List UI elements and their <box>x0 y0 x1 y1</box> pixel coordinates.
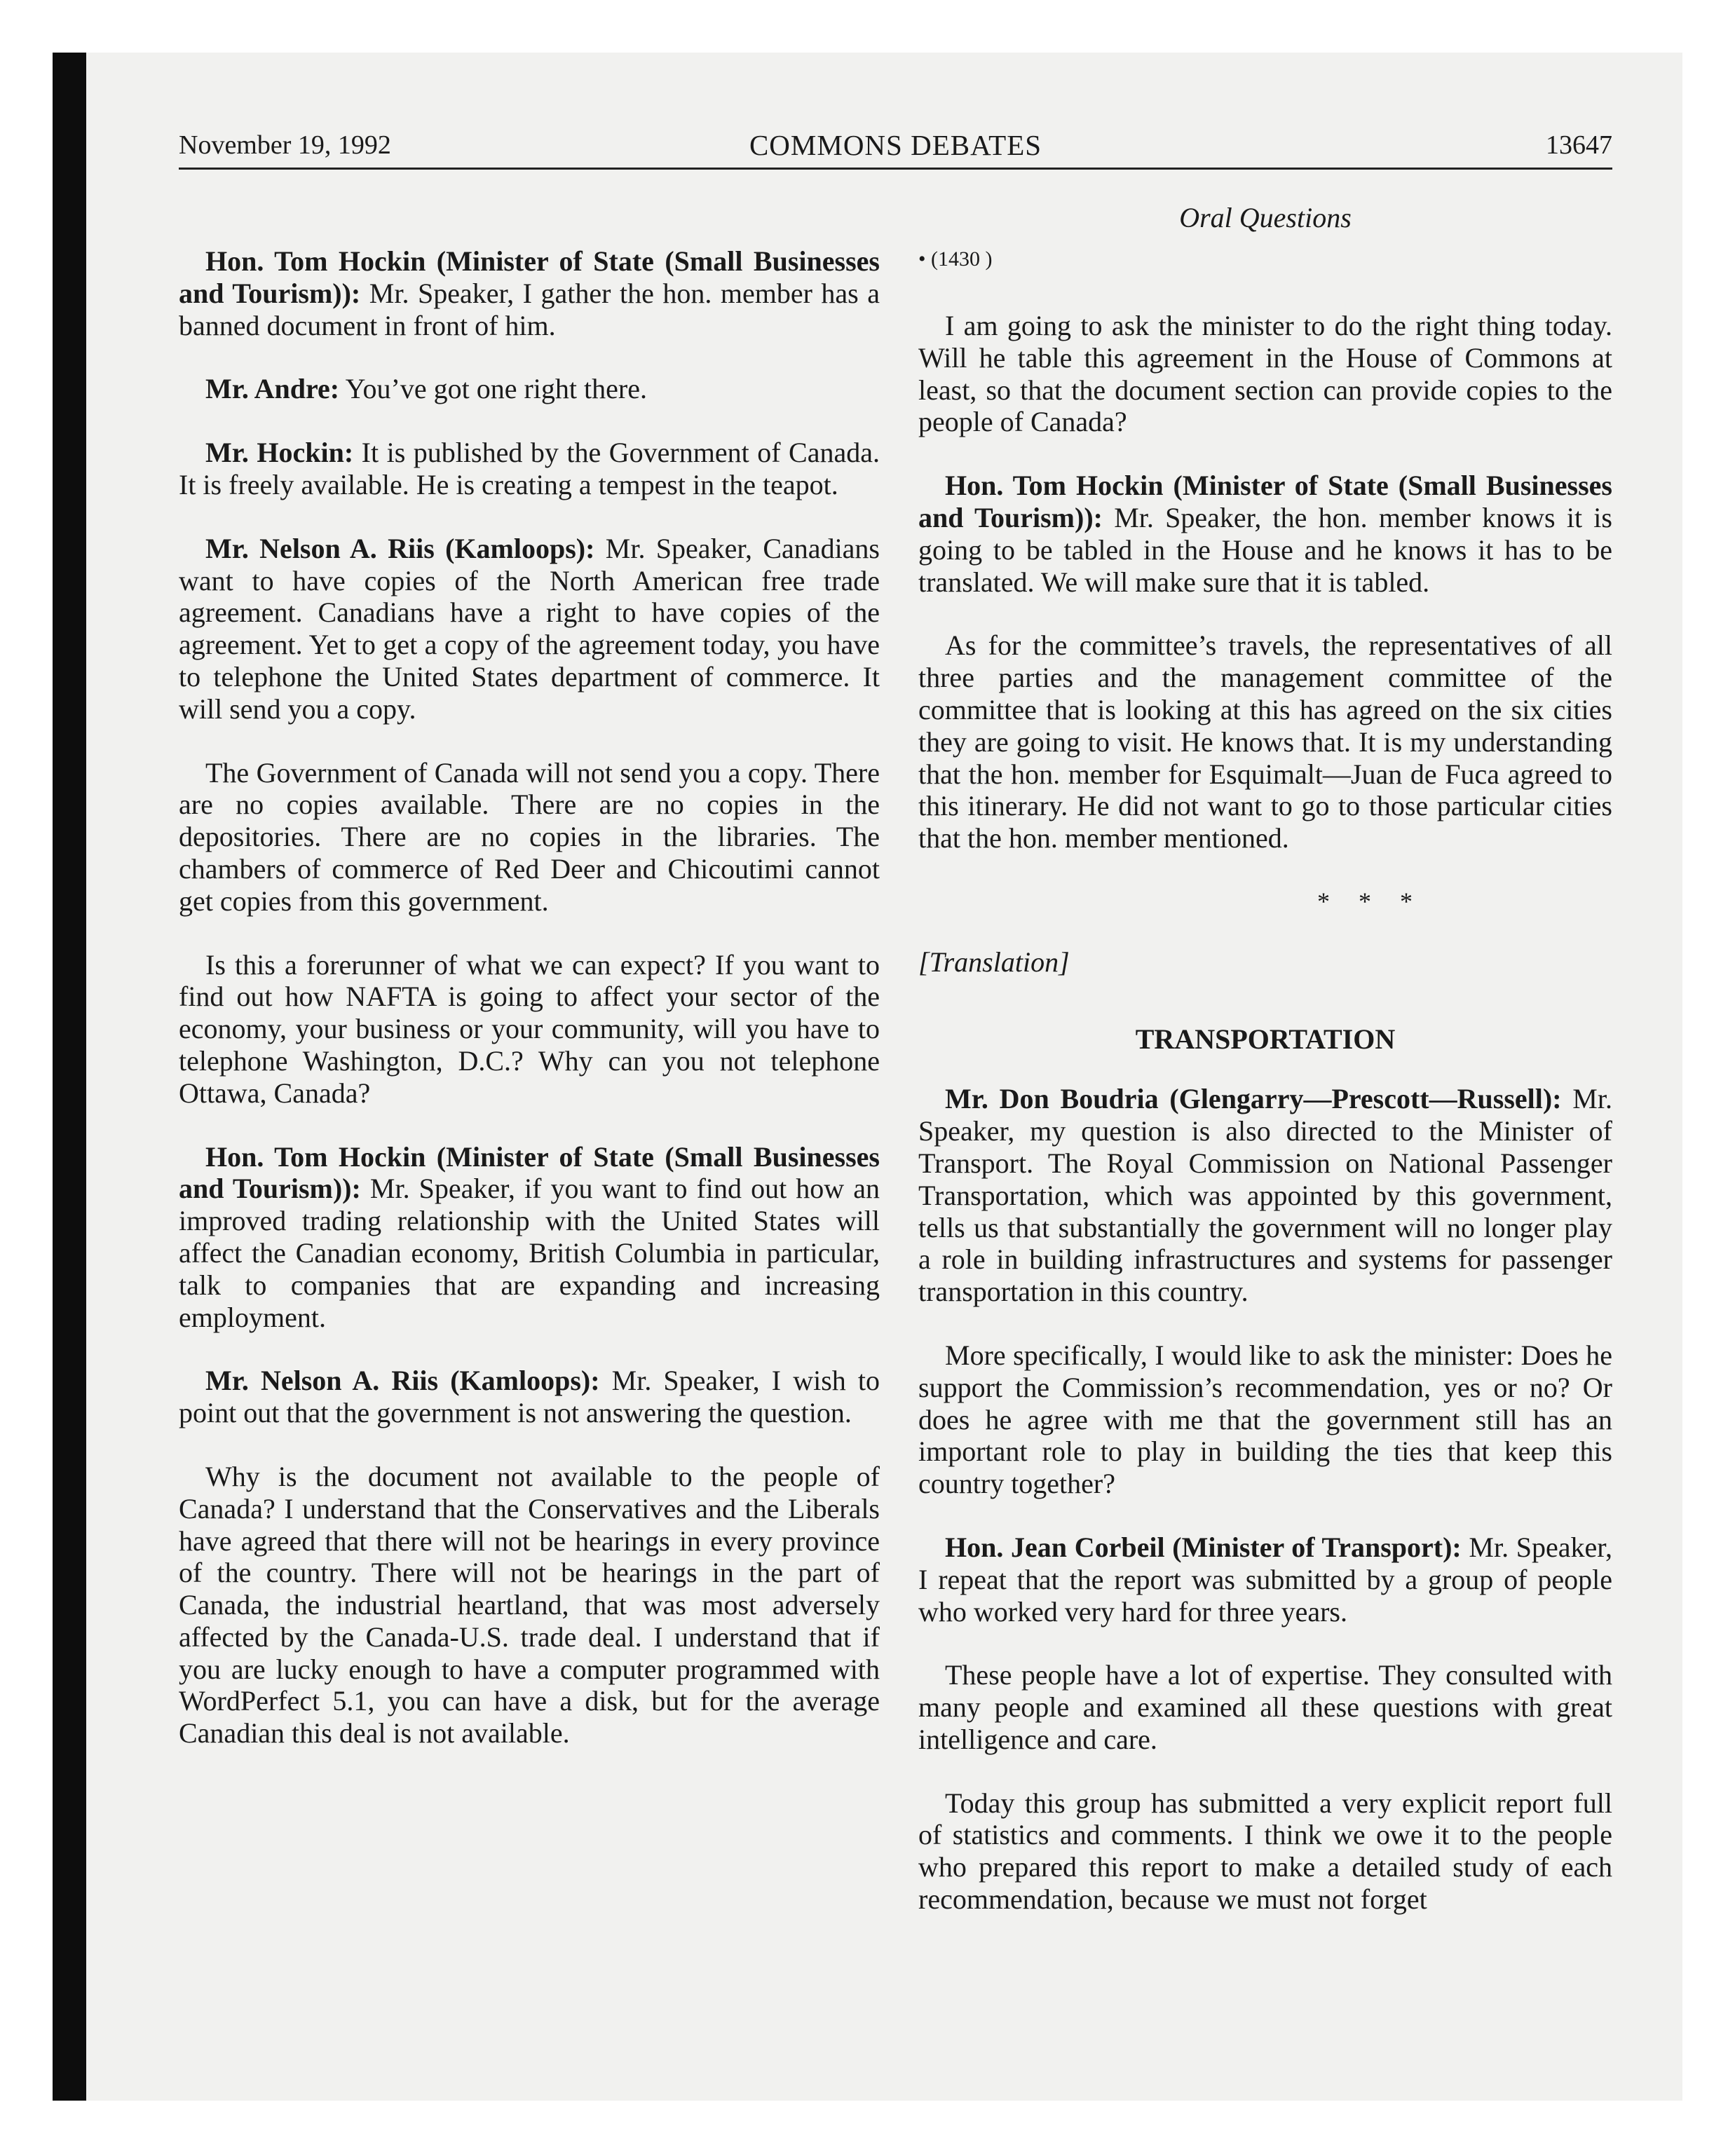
paragraph-text: Mr. Speaker, Canadians want to have copies of the North American free trade agreement. Canadians have a right to have copies of the agreement. Yet to get a copy of the agreement today, you have to telephone the United States department of commerce. It will send you a copy. <box>179 532 880 725</box>
paragraph <box>179 373 880 405</box>
speaker-name: Hon. Tom Hockin (Minister of State (Small Businesses and Tourism)): <box>179 1140 880 1205</box>
paragraph-text: Mr. Speaker, if you want to find out how an improved trading relationship with the United States will affect the Canadian economy, British Columbia in particular, talk to companies that are expanding and increasing employment. <box>179 1173 880 1333</box>
speaker-name: Mr. Andre: <box>205 373 340 405</box>
speaker-name: Hon. Jean Corbeil (Minister of Transport): <box>945 1531 1462 1563</box>
section-label: Oral Questions <box>1179 202 1352 233</box>
paragraph <box>179 949 880 1110</box>
right-paragraphs-before <box>918 310 1612 854</box>
page-number: 13647 <box>1546 130 1612 160</box>
paragraph <box>179 1461 880 1749</box>
paragraph-text: These people have a lot of expertise. They consulted with many people and examined all these questions with great intelligence and care. <box>918 1659 1612 1755</box>
paragraph-text: Mr. Speaker, I wish to point out that the government is not answering the question. <box>179 1365 880 1429</box>
paragraph-text: Mr. Speaker, my question is also directed to the Minister of Transport. The Royal Commission on National Passenger Transportation, which was appointed by this government, tells us that substantially the government will no longer play a role in building infrastructures and systems for passenger transportation in this country. <box>918 1083 1612 1308</box>
paragraph <box>179 245 880 341</box>
speaker-name: Hon. Tom Hockin (Minister of State (Small Businesses and Tourism)): <box>179 245 880 309</box>
paragraph <box>918 310 1612 438</box>
header-rule <box>179 168 1612 170</box>
paragraph-text: Mr. Speaker, the hon. member knows it is going to be tabled in the House and he knows it has to be translated. We will make sure that it is tabled. <box>918 501 1612 598</box>
section-separator: * * * <box>1317 887 1424 915</box>
paragraph-text: Why is the document not available to the people of Canada? I understand that the Conservatives and the Liberals have agreed that there will not be hearings in every province of the country. There will not be hearings in the part of Canada, the industrial heartland, that was most adversely affected by the Canada-U.S. trade deal. I understand that if you are lucky enough to have a computer programmed with WordPerfect 5.1, you can have a disk, but for the average Canadian this deal is not available. <box>179 1460 880 1749</box>
paragraph <box>179 757 880 917</box>
paragraph-text: Is this a forerunner of what we can expect? If you want to find out how NAFTA is going to affect your sector of the economy, your business or your community, will you have to telephone Washington, D.C.? Why can you not telephone Ottawa, Canada? <box>179 948 880 1109</box>
paragraph-text: Mr. Speaker, I gather the hon. member has a banned document in front of him. <box>179 277 880 341</box>
right-paragraphs-after <box>918 1083 1612 1916</box>
paragraph <box>179 437 880 501</box>
paragraph <box>179 533 880 725</box>
time-stamp: • (1430 ) <box>918 247 993 271</box>
paragraph <box>918 1339 1612 1500</box>
paragraph-text: You’ve got one right there. <box>339 373 647 405</box>
header-date: November 19, 1992 <box>179 130 391 160</box>
paragraph <box>918 1659 1612 1755</box>
right-column <box>918 245 1612 1947</box>
paragraph <box>179 1141 880 1334</box>
paragraph <box>918 1083 1612 1308</box>
paragraph-text: The Government of Canada will not send you a copy. There are no copies available. There are no copies in the depositories. There are no copies in the libraries. The chambers of commerce of Red Deer and Chicoutimi cannot get copies from this government. <box>179 756 880 917</box>
paragraph <box>918 470 1612 598</box>
binding-edge <box>53 53 86 2101</box>
paragraph-text: More specifically, I would like to ask the minister: Does he support the Commission’s recommendation, yes or no? Or does he agree with me that the government still has an important role to play in building the ties that keep this country together? <box>918 1339 1612 1500</box>
paragraph-text: I am going to ask the minister to do the right thing today. Will he table this agreement in the House of Commons at least, so that the document section can provide copies to the people of Canada? <box>918 310 1612 438</box>
section-heading: TRANSPORTATION <box>1135 1023 1396 1055</box>
speaker-name: Mr. Hockin: <box>205 437 354 469</box>
paragraph <box>179 1365 880 1429</box>
paragraph-text: Today this group has submitted a very explicit report full of statistics and comments. I think we owe it to the people who prepared this report to make a detailed study of each recommendation, because we must not forget <box>918 1787 1612 1916</box>
speaker-name: Hon. Tom Hockin (Minister of State (Small Businesses and Tourism)): <box>918 470 1612 533</box>
header-title: COMMONS DEBATES <box>749 129 1042 161</box>
paragraph-text: As for the committee’s travels, the representatives of all three parties and the management committee of the committee that is looking at this has agreed on the six cities they are going to visit. He knows that. It is my understanding that the hon. member for Esquimalt—Juan de Fuca agreed to this itinerary. He did not want to go to those particular cities that the hon. member mentioned. <box>918 629 1612 854</box>
speaker-name: Mr. Nelson A. Riis (Kamloops): <box>205 532 595 564</box>
paragraph-text: It is published by the Government of Canada. It is freely available. He is creating a tempest in the teapot. <box>179 437 880 500</box>
speaker-name: Mr. Don Boudria (Glengarry—Prescott—Russell): <box>945 1083 1562 1115</box>
paragraph <box>918 1531 1612 1628</box>
left-column <box>179 245 880 1781</box>
translation-note: [Translation] <box>918 946 1070 978</box>
paragraph <box>918 629 1612 854</box>
paragraph-text: Mr. Speaker, I repeat that the report was submitted by a group of people who worked very hard for three years. <box>918 1531 1612 1628</box>
speaker-name: Mr. Nelson A. Riis (Kamloops): <box>205 1365 600 1397</box>
paragraph <box>918 1787 1612 1916</box>
running-header <box>179 123 1612 167</box>
